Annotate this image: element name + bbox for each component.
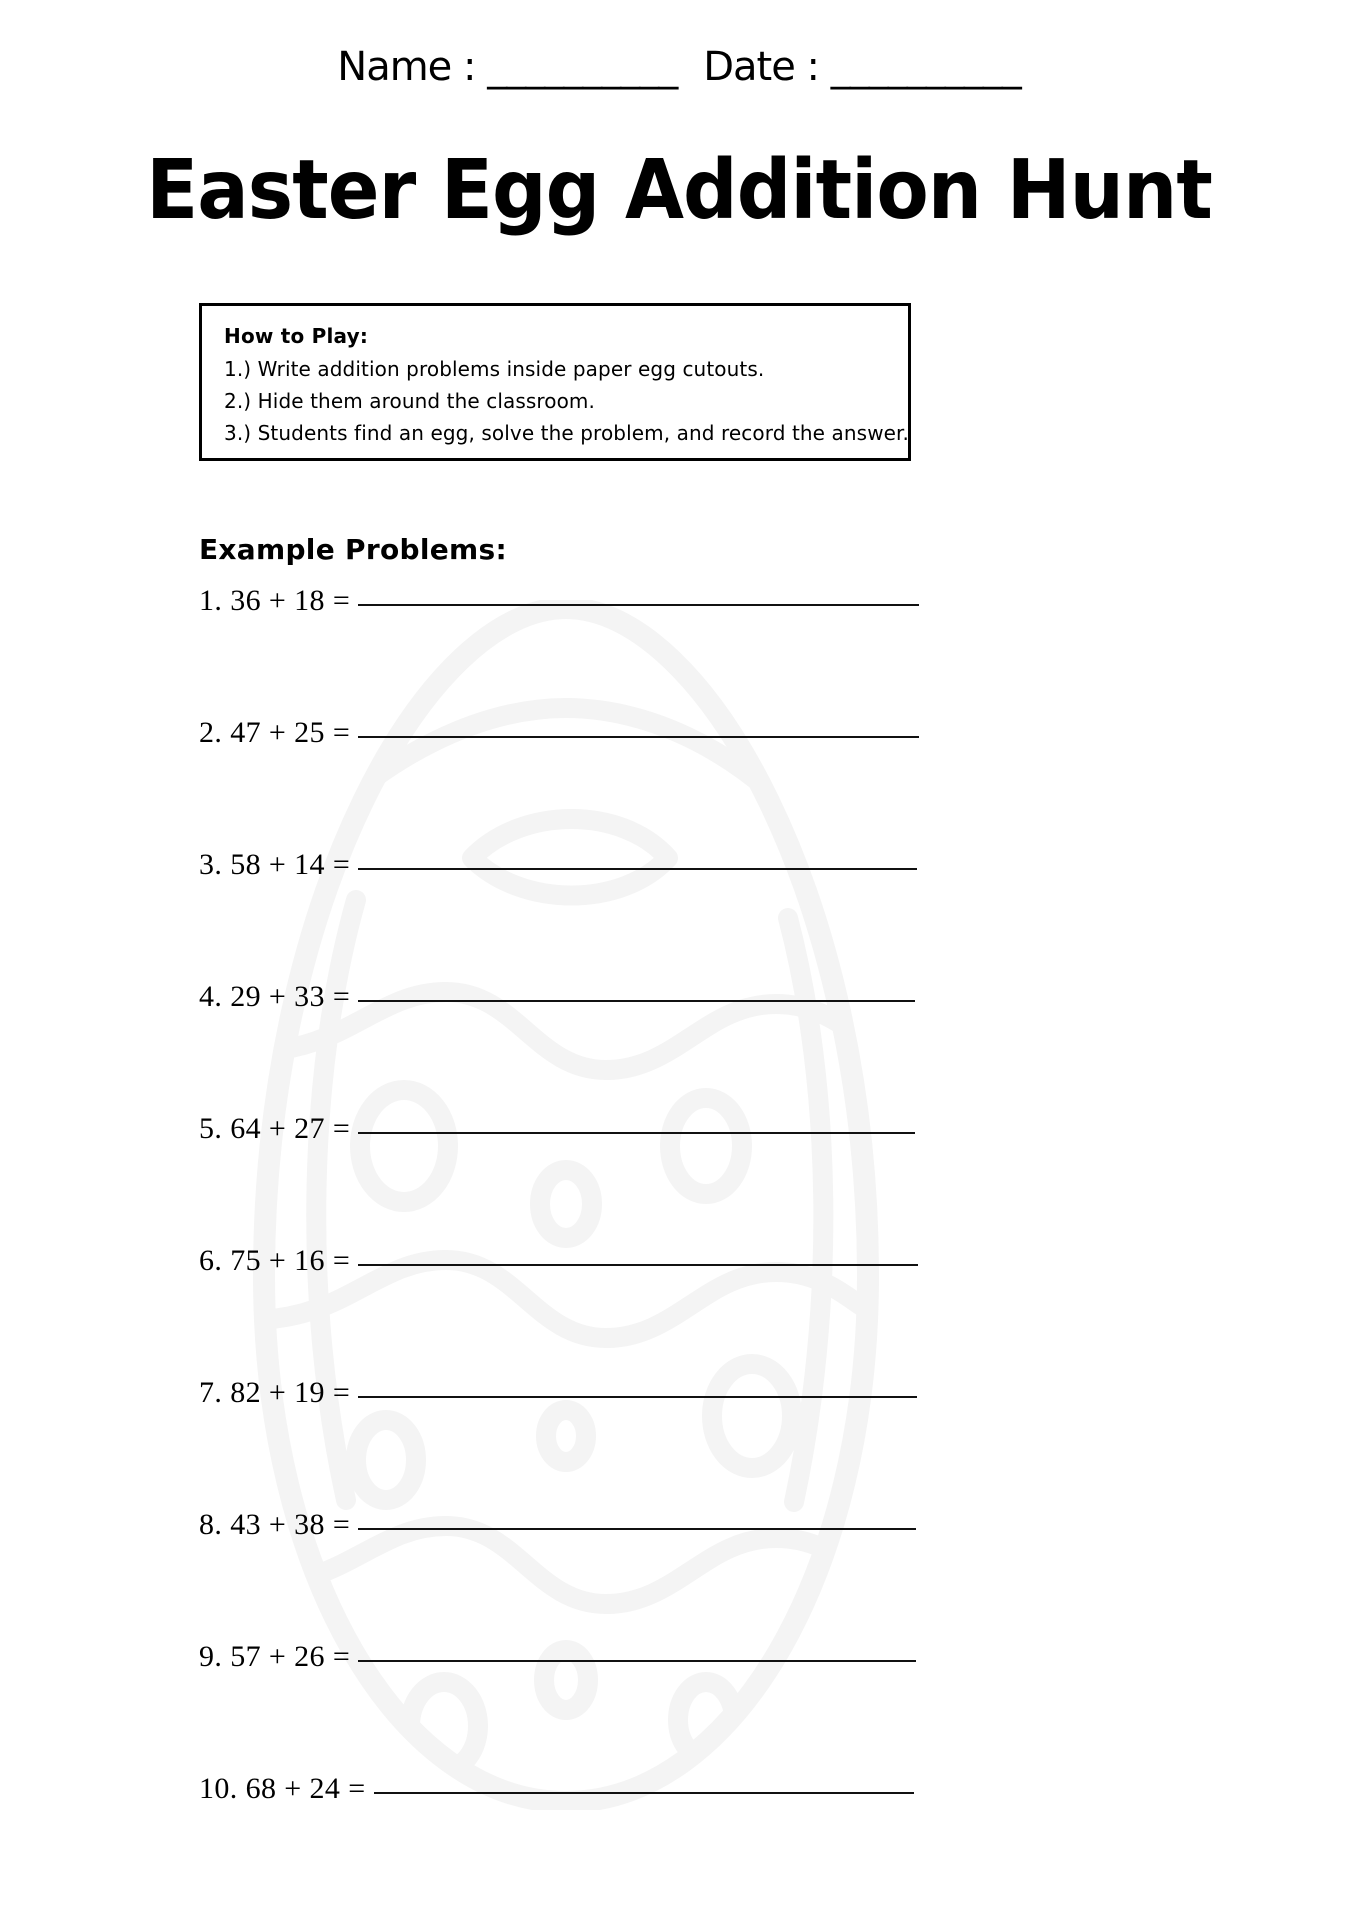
problem-expression: 5. 64 + 27 = [199,1112,351,1145]
how-to-play-step: 2.) Hide them around the classroom. [224,389,595,413]
problem-row [199,716,919,848]
answer-blank-line[interactable] [358,867,917,870]
answer-blank-line[interactable] [358,999,915,1002]
page-title: Easter Egg Addition Hunt [146,143,1212,238]
problem-row [199,1112,919,1244]
how-to-play-box [199,303,911,461]
problem-row [199,1376,919,1508]
problem-expression: 4. 29 + 33 = [199,980,351,1013]
answer-blank-line[interactable] [374,1791,914,1794]
date-field-label: Date : __________ [703,44,1021,90]
problem-expression: 3. 58 + 14 = [199,848,351,881]
problem-row [199,584,919,716]
name-field-label: Name : __________ [337,44,678,90]
problem-row [199,1640,919,1772]
answer-blank-line[interactable] [358,1395,917,1398]
answer-blank-line[interactable] [358,1527,916,1530]
problem-expression: 9. 57 + 26 = [199,1640,351,1673]
problem-expression: 6. 75 + 16 = [199,1244,351,1277]
problem-expression: 10. 68 + 24 = [199,1772,366,1805]
how-to-play-content [202,306,908,445]
problem-expression: 7. 82 + 19 = [199,1376,351,1409]
how-to-play-step: 1.) Write addition problems inside paper egg cutouts. [224,357,765,381]
problem-row [199,1244,919,1376]
problem-expression: 1. 36 + 18 = [199,584,351,617]
example-problems-list [199,584,919,1904]
answer-blank-line[interactable] [358,1659,916,1662]
problem-row [199,1508,919,1640]
answer-blank-line[interactable] [358,1263,918,1266]
problem-row [199,848,919,980]
problem-expression: 2. 47 + 25 = [199,716,351,749]
answer-blank-line[interactable] [358,1131,915,1134]
problem-row [199,1772,919,1904]
problem-row [199,980,919,1112]
answer-blank-line[interactable] [358,735,919,738]
how-to-play-heading: How to Play: [224,324,369,348]
name-date-row [0,44,1358,90]
problem-expression: 8. 43 + 38 = [199,1508,351,1541]
answer-blank-line[interactable] [358,603,919,606]
example-problems-heading: Example Problems: [199,533,507,566]
how-to-play-step: 3.) Students find an egg, solve the problem, and record the answer. [224,421,910,445]
